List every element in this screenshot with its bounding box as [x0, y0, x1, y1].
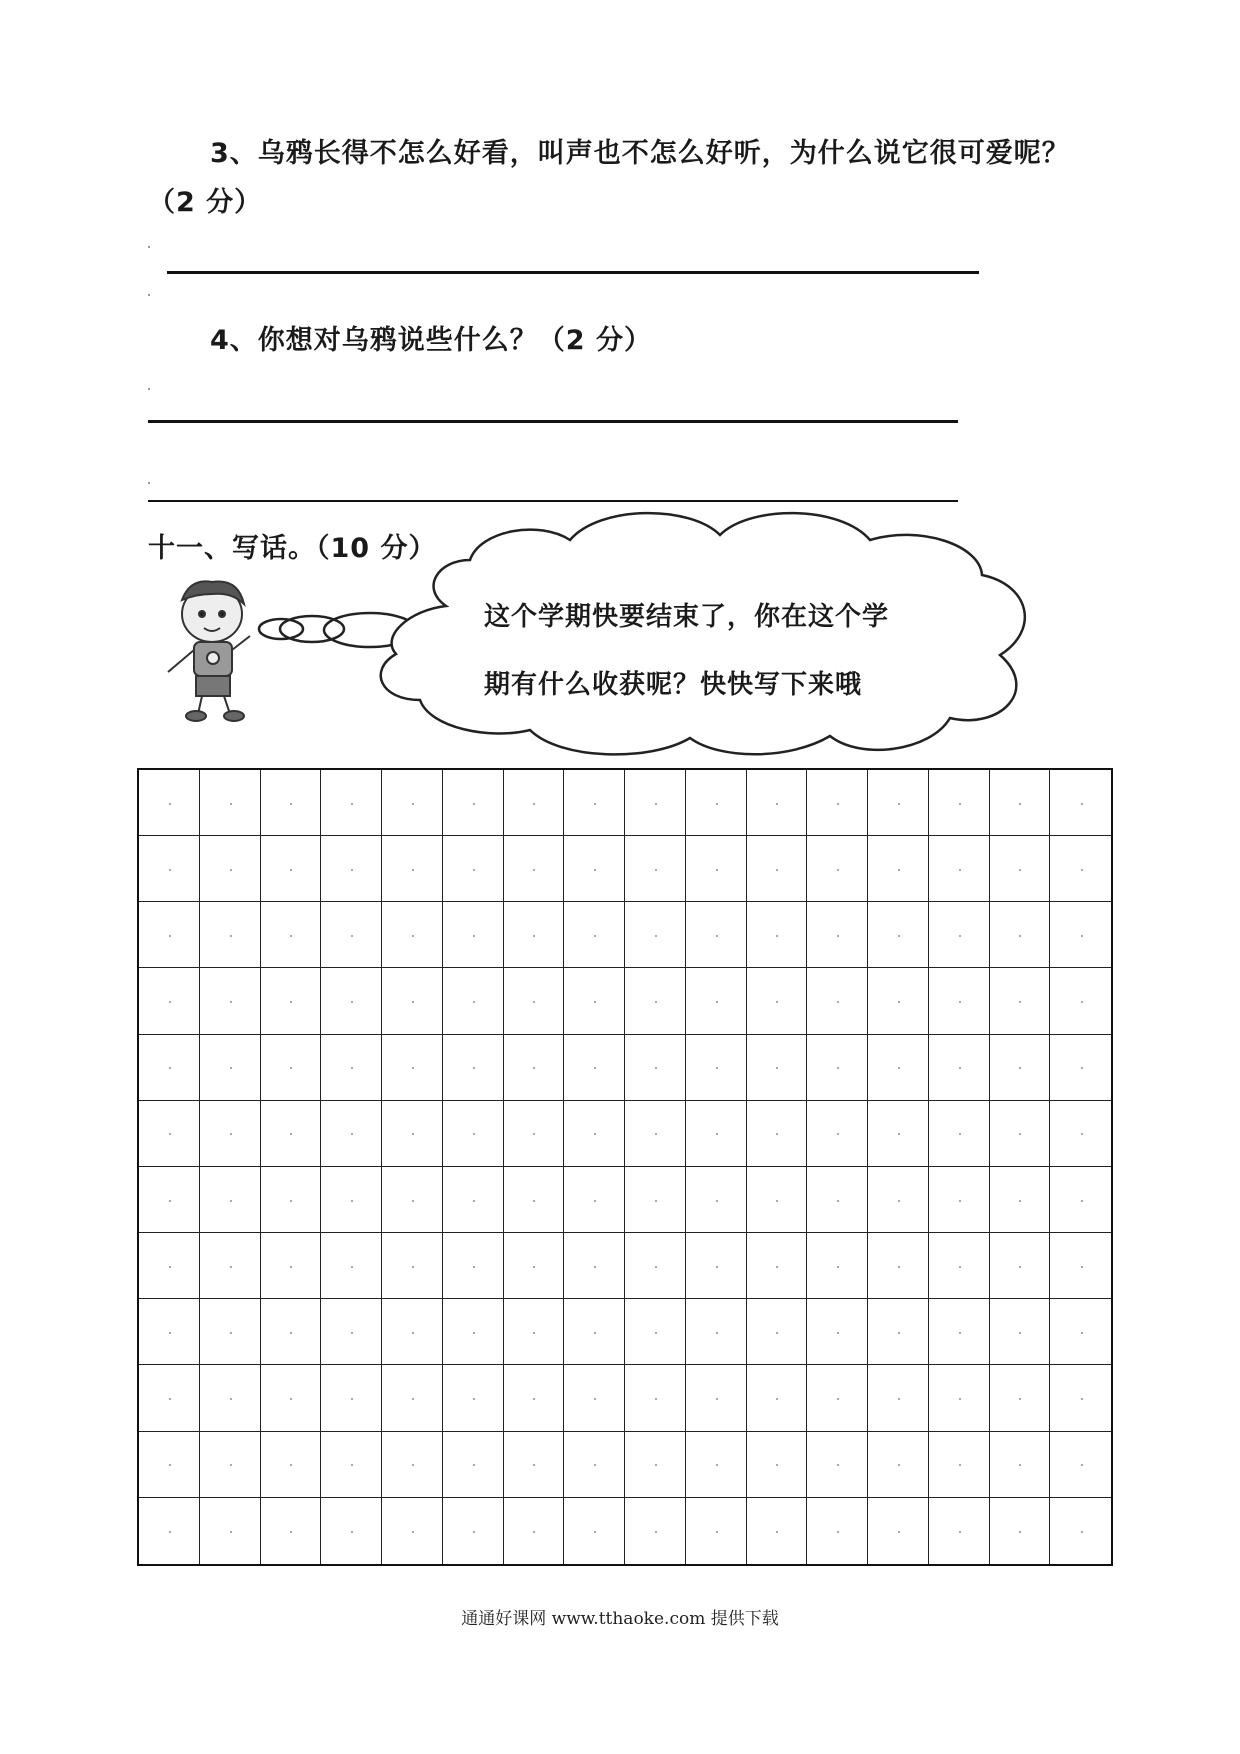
grid-cell[interactable]	[321, 770, 382, 836]
grid-cell[interactable]	[382, 1299, 443, 1365]
grid-cell[interactable]	[686, 1365, 747, 1431]
grid-cell[interactable]	[382, 1432, 443, 1498]
grid-cell[interactable]	[443, 1432, 504, 1498]
grid-cell[interactable]	[868, 770, 929, 836]
grid-cell[interactable]	[990, 968, 1051, 1034]
grid-cell[interactable]	[929, 836, 990, 902]
grid-cell[interactable]	[686, 1167, 747, 1233]
grid-cell[interactable]	[139, 1498, 200, 1564]
grid-cell[interactable]	[261, 968, 322, 1034]
grid-cell[interactable]	[504, 1101, 565, 1167]
grid-cell[interactable]	[625, 836, 686, 902]
grid-cell[interactable]	[990, 1167, 1051, 1233]
grid-cell[interactable]	[321, 1498, 382, 1564]
grid-cell[interactable]	[261, 1365, 322, 1431]
grid-cell[interactable]	[747, 968, 808, 1034]
grid-cell[interactable]	[261, 1498, 322, 1564]
grid-cell[interactable]	[686, 770, 747, 836]
grid-cell[interactable]	[868, 1299, 929, 1365]
grid-cell[interactable]	[504, 836, 565, 902]
grid-cell[interactable]	[504, 902, 565, 968]
grid-cell[interactable]	[1050, 1432, 1111, 1498]
grid-cell[interactable]	[747, 1432, 808, 1498]
grid-cell[interactable]	[200, 1101, 261, 1167]
grid-cell[interactable]	[321, 1167, 382, 1233]
grid-cell[interactable]	[686, 902, 747, 968]
grid-cell[interactable]	[1050, 770, 1111, 836]
grid-cell[interactable]	[929, 1365, 990, 1431]
grid-cell[interactable]	[868, 1167, 929, 1233]
writing-grid[interactable]	[137, 768, 1113, 1566]
grid-cell[interactable]	[747, 1035, 808, 1101]
grid-cell[interactable]	[625, 968, 686, 1034]
grid-cell[interactable]	[807, 1101, 868, 1167]
grid-cell[interactable]	[1050, 1167, 1111, 1233]
grid-cell[interactable]	[625, 1233, 686, 1299]
grid-cell[interactable]	[382, 1498, 443, 1564]
grid-cell[interactable]	[443, 1498, 504, 1564]
grid-cell[interactable]	[139, 770, 200, 836]
grid-cell[interactable]	[929, 1432, 990, 1498]
grid-cell[interactable]	[807, 1498, 868, 1564]
grid-cell[interactable]	[504, 1035, 565, 1101]
grid-cell[interactable]	[868, 1432, 929, 1498]
question-4-text: 4、你想对乌鸦说些什么？（2 分）	[210, 325, 652, 356]
grid-cell[interactable]	[564, 770, 625, 836]
grid-cell[interactable]	[139, 968, 200, 1034]
grid-cell[interactable]	[564, 1299, 625, 1365]
grid-cell[interactable]	[747, 1101, 808, 1167]
grid-cell[interactable]	[139, 1299, 200, 1365]
grid-cell[interactable]	[564, 1498, 625, 1564]
boy-cartoon-icon	[168, 581, 250, 721]
grid-cell[interactable]	[261, 1035, 322, 1101]
grid-cell[interactable]	[1050, 1101, 1111, 1167]
grid-cell[interactable]	[807, 968, 868, 1034]
grid-cell[interactable]	[868, 1233, 929, 1299]
grid-cell[interactable]	[200, 1365, 261, 1431]
grid-cell[interactable]	[1050, 1233, 1111, 1299]
grid-cell[interactable]	[929, 770, 990, 836]
grid-cell[interactable]	[564, 1432, 625, 1498]
grid-cell[interactable]	[990, 1035, 1051, 1101]
grid-cell[interactable]	[990, 1498, 1051, 1564]
grid-cell[interactable]	[990, 836, 1051, 902]
grid-cell[interactable]	[443, 1233, 504, 1299]
grid-cell[interactable]	[261, 1233, 322, 1299]
grid-cell[interactable]	[200, 1233, 261, 1299]
grid-cell[interactable]	[807, 1233, 868, 1299]
grid-cell[interactable]	[139, 1365, 200, 1431]
grid-cell[interactable]	[625, 1432, 686, 1498]
grid-cell[interactable]	[807, 902, 868, 968]
grid-cell[interactable]	[1050, 902, 1111, 968]
grid-cell[interactable]	[564, 1233, 625, 1299]
grid-cell[interactable]	[564, 902, 625, 968]
grid-cell[interactable]	[443, 1365, 504, 1431]
grid-cell[interactable]	[564, 1101, 625, 1167]
grid-cell[interactable]	[382, 1167, 443, 1233]
grid-cell[interactable]	[990, 902, 1051, 968]
grid-cell[interactable]	[868, 968, 929, 1034]
grid-cell[interactable]	[382, 836, 443, 902]
section-11-title: 十一、写话。（10 分）	[148, 533, 437, 564]
grid-cell[interactable]	[686, 1101, 747, 1167]
grid-cell[interactable]	[686, 836, 747, 902]
grid-cell[interactable]	[321, 836, 382, 902]
grid-cell[interactable]	[990, 1233, 1051, 1299]
grid-cell[interactable]	[321, 1299, 382, 1365]
grid-cell[interactable]	[200, 1167, 261, 1233]
grid-cell[interactable]	[686, 1299, 747, 1365]
grid-cell[interactable]	[443, 1299, 504, 1365]
grid-cell[interactable]	[382, 1365, 443, 1431]
grid-cell[interactable]	[261, 902, 322, 968]
grid-cell[interactable]	[929, 902, 990, 968]
question-3-text: 3、乌鸦长得不怎么好看，叫声也不怎么好听，为什么说它很可爱呢？	[210, 138, 1070, 169]
grid-cell[interactable]	[686, 1233, 747, 1299]
grid-cell[interactable]	[929, 968, 990, 1034]
bubble-prompt-line-2: 期有什么收获呢？快快写下来哦	[484, 670, 863, 700]
grid-cell[interactable]	[321, 1035, 382, 1101]
grid-cell[interactable]	[564, 836, 625, 902]
grid-cell[interactable]	[504, 1498, 565, 1564]
grid-cell[interactable]	[625, 770, 686, 836]
grid-cell[interactable]	[929, 1498, 990, 1564]
grid-cell[interactable]	[929, 1101, 990, 1167]
grid-cell[interactable]	[807, 836, 868, 902]
grid-cell[interactable]	[504, 1365, 565, 1431]
grid-cell[interactable]	[443, 1167, 504, 1233]
grid-cell[interactable]	[625, 1299, 686, 1365]
grid-cell[interactable]	[382, 770, 443, 836]
grid-cell[interactable]	[200, 836, 261, 902]
grid-cell[interactable]	[747, 902, 808, 968]
grid-cell[interactable]	[382, 968, 443, 1034]
grid-cell[interactable]	[382, 1035, 443, 1101]
grid-cell[interactable]	[625, 1035, 686, 1101]
grid-cell[interactable]	[261, 1101, 322, 1167]
grid-cell[interactable]	[139, 1432, 200, 1498]
grid-cell[interactable]	[504, 1167, 565, 1233]
grid-cell[interactable]	[200, 968, 261, 1034]
grid-cell[interactable]	[321, 1233, 382, 1299]
grid-cell[interactable]	[564, 1365, 625, 1431]
grid-cell[interactable]	[868, 1035, 929, 1101]
grid-cell[interactable]	[200, 1432, 261, 1498]
grid-cell[interactable]	[321, 902, 382, 968]
grid-cell[interactable]	[929, 1035, 990, 1101]
grid-cell[interactable]	[807, 1432, 868, 1498]
grid-cell[interactable]	[564, 1167, 625, 1233]
grid-cell[interactable]	[686, 1498, 747, 1564]
grid-cell[interactable]	[1050, 836, 1111, 902]
grid-cell[interactable]	[686, 1432, 747, 1498]
grid-cell[interactable]	[139, 1101, 200, 1167]
grid-cell[interactable]	[200, 1498, 261, 1564]
grid-cell[interactable]	[1050, 968, 1111, 1034]
thought-bubble-illustration	[0, 0, 1240, 760]
grid-cell[interactable]	[443, 1101, 504, 1167]
grid-cell[interactable]	[1050, 1035, 1111, 1101]
grid-cell[interactable]	[807, 1299, 868, 1365]
grid-cell[interactable]	[990, 1432, 1051, 1498]
grid-cell[interactable]	[139, 1167, 200, 1233]
grid-cell[interactable]	[139, 836, 200, 902]
grid-cell[interactable]	[868, 1498, 929, 1564]
grid-cell[interactable]	[321, 1365, 382, 1431]
grid-cell[interactable]	[1050, 1365, 1111, 1431]
grid-cell[interactable]	[504, 1233, 565, 1299]
grid-cell[interactable]	[200, 770, 261, 836]
bubble-prompt-line-1: 这个学期快要结束了，你在这个学	[484, 602, 890, 632]
grid-cell[interactable]	[747, 1233, 808, 1299]
grid-cell[interactable]	[1050, 1498, 1111, 1564]
grid-cell[interactable]	[807, 1365, 868, 1431]
grid-cell[interactable]	[261, 1299, 322, 1365]
grid-cell[interactable]	[564, 968, 625, 1034]
grid-cell[interactable]	[990, 770, 1051, 836]
grid-cell[interactable]	[868, 836, 929, 902]
grid-cell[interactable]	[747, 1365, 808, 1431]
grid-cell[interactable]	[261, 1167, 322, 1233]
grid-cell[interactable]	[139, 1035, 200, 1101]
grid-cell[interactable]	[625, 902, 686, 968]
grid-cell[interactable]	[139, 1233, 200, 1299]
grid-cell[interactable]	[261, 836, 322, 902]
grid-cell[interactable]	[929, 1167, 990, 1233]
grid-cell[interactable]	[747, 1167, 808, 1233]
grid-cell[interactable]	[321, 968, 382, 1034]
grid-cell[interactable]	[1050, 1299, 1111, 1365]
grid-cell[interactable]	[747, 1498, 808, 1564]
grid-cell[interactable]	[443, 836, 504, 902]
grid-cell[interactable]	[625, 1365, 686, 1431]
grid-cell[interactable]	[990, 1365, 1051, 1431]
thought-cloud-shape	[381, 513, 1025, 754]
grid-cell[interactable]	[443, 770, 504, 836]
grid-cell[interactable]	[747, 1299, 808, 1365]
grid-cell[interactable]	[625, 1167, 686, 1233]
grid-cell[interactable]	[747, 770, 808, 836]
question-3-score: （2 分）	[148, 187, 263, 218]
grid-cell[interactable]	[504, 770, 565, 836]
grid-cell[interactable]	[686, 968, 747, 1034]
grid-cell[interactable]	[139, 902, 200, 968]
grid-cell[interactable]	[807, 1035, 868, 1101]
grid-cell[interactable]	[382, 1233, 443, 1299]
grid-cell[interactable]	[261, 1432, 322, 1498]
grid-cell[interactable]	[625, 1498, 686, 1564]
grid-cell[interactable]	[504, 1432, 565, 1498]
grid-cell[interactable]	[990, 1101, 1051, 1167]
grid-cell[interactable]	[443, 902, 504, 968]
grid-cell[interactable]	[929, 1299, 990, 1365]
grid-cell[interactable]	[200, 1035, 261, 1101]
grid-cell[interactable]	[868, 1365, 929, 1431]
grid-cell[interactable]	[443, 968, 504, 1034]
grid-cell[interactable]	[443, 1035, 504, 1101]
grid-cell[interactable]	[807, 1167, 868, 1233]
grid-cell[interactable]	[200, 902, 261, 968]
footer-credit: 通通好课网 www.tthaoke.com 提供下载	[461, 1609, 779, 1629]
grid-cell[interactable]	[868, 1101, 929, 1167]
grid-cell[interactable]	[929, 1233, 990, 1299]
grid-cell[interactable]	[625, 1101, 686, 1167]
grid-cell[interactable]	[564, 1035, 625, 1101]
grid-cell[interactable]	[686, 1035, 747, 1101]
grid-cell[interactable]	[747, 836, 808, 902]
grid-cell[interactable]	[382, 902, 443, 968]
grid-cell[interactable]	[321, 1101, 382, 1167]
grid-cell[interactable]	[504, 968, 565, 1034]
grid-cell[interactable]	[504, 1299, 565, 1365]
grid-cell[interactable]	[321, 1432, 382, 1498]
grid-cell[interactable]	[807, 770, 868, 836]
grid-cell[interactable]	[261, 770, 322, 836]
grid-cell[interactable]	[382, 1101, 443, 1167]
grid-cell[interactable]	[868, 902, 929, 968]
grid-cell[interactable]	[990, 1299, 1051, 1365]
grid-cell[interactable]	[200, 1299, 261, 1365]
